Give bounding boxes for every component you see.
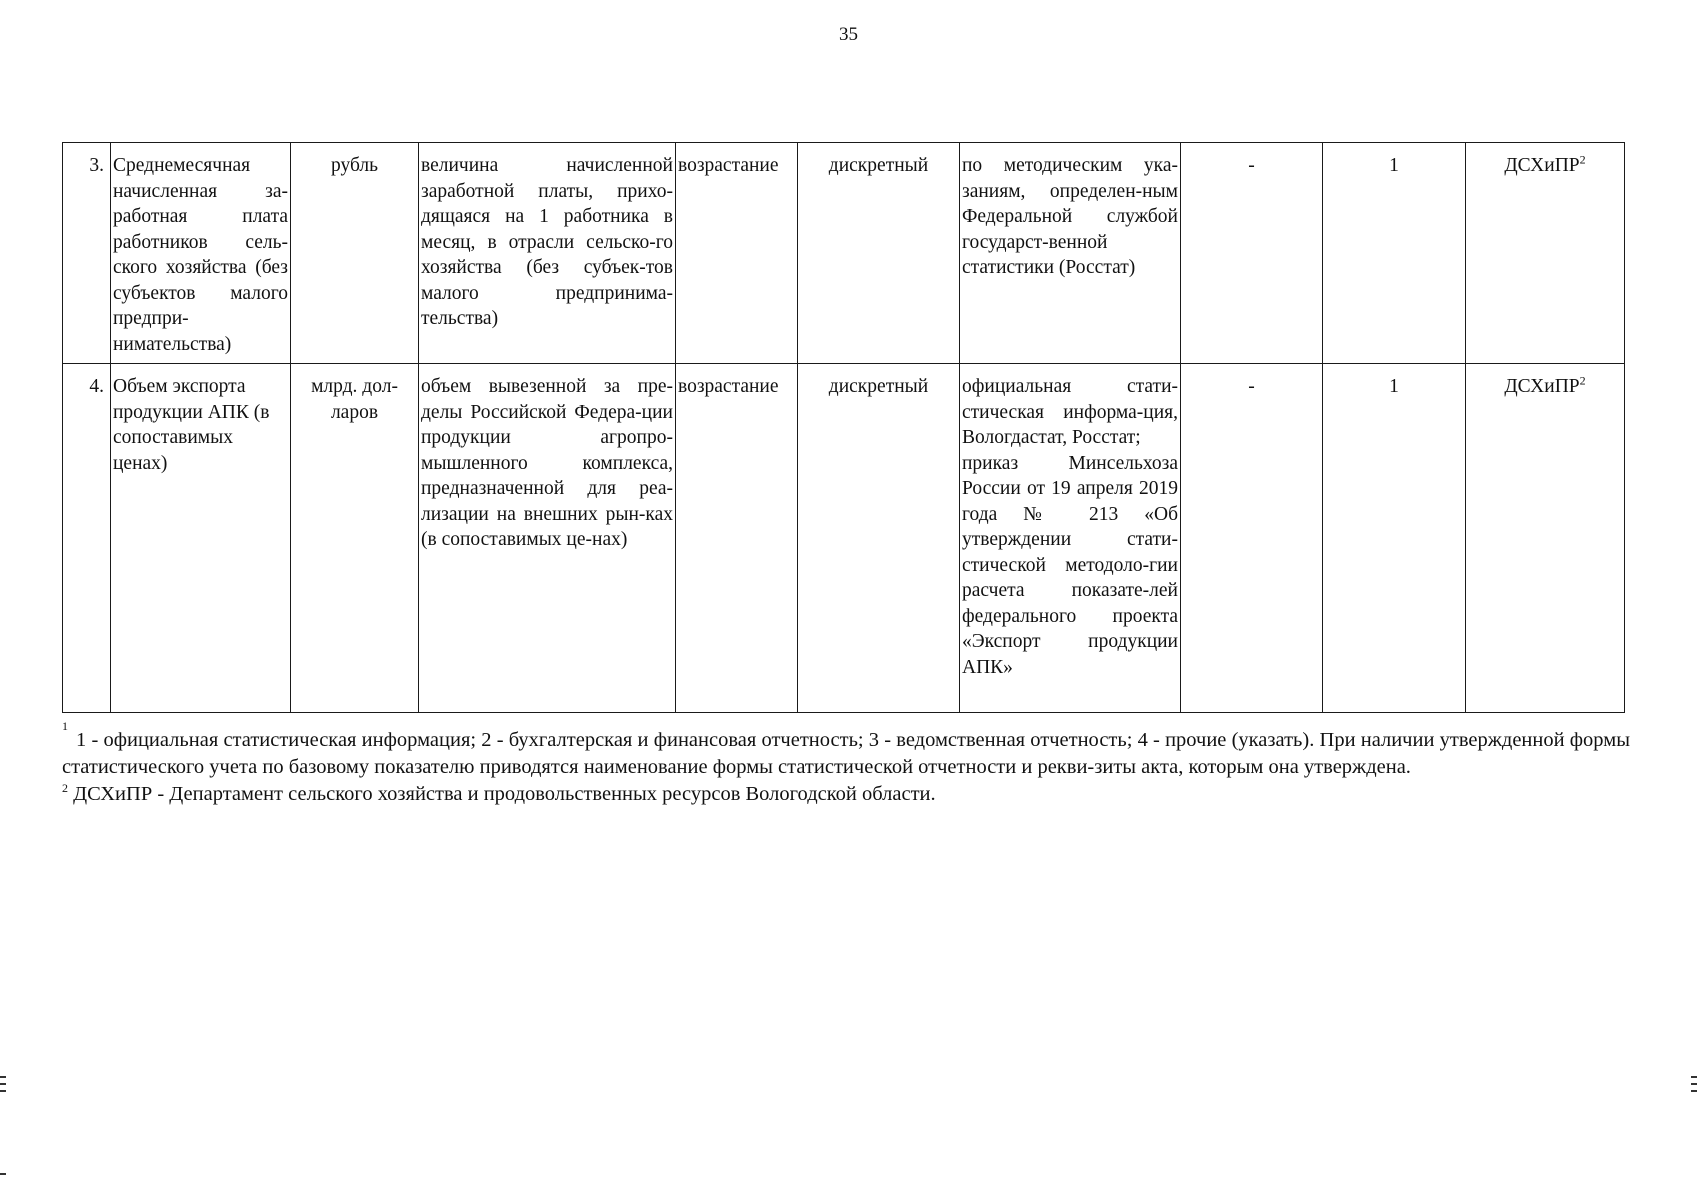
footnote-1-text: 1 - официальная статистическая информация; 2 - бухгалтерская и финансовая отчетность; 3 - ведомственная отчетность; 4 - прочие (указать). При наличии утвержденной формы статистического учета по базовому показателю приводятся наименование формы статистической отчетности и рекви-зиты акта, которым она утверждена. [62, 729, 1630, 778]
indicator-dynamics: возрастание [676, 364, 798, 713]
indicators-table [62, 142, 1625, 713]
unit-of-measure: рубль [291, 143, 419, 364]
method-part-2: приказ Минсельхоза России от 19 апреля 2019 года № 213 «Об утверждении стати-стической методоло-гии расчета показате-лей федерального проекта «Экспорт продукции АПК» [962, 452, 1178, 678]
indicator-dynamics: возрастание [676, 143, 798, 364]
indicator-definition: величина начисленной заработной платы, прихо-дящаяся на 1 работника в месяц, в отрасли сельско-го хозяйства (без субъек-тов малого предпринима-тельства) [419, 143, 676, 364]
indicator-name: Объем экспорта продукции АПК (в сопоставимых ценах) [111, 364, 291, 713]
footnote-ref: 2 [1579, 152, 1586, 167]
responsible-abbr: ДСХиПР [1504, 155, 1580, 176]
calculation-method: по методическим ука-заниям, определен-ным Федеральной службой государст-венной статистики (Росстат) [960, 143, 1181, 364]
footnote-1 [62, 719, 1630, 781]
base-indicator: - [1181, 143, 1323, 364]
responsible-body [1466, 364, 1625, 713]
row-number: 3. [63, 143, 111, 364]
indicator-definition: объем вывезенной за пре-делы Российской Федера-ции продукции агропро-мышленного комплекса, предназначенной для реа-лизации на внешних рын-ках (в сопоставимых це-нах) [419, 364, 676, 713]
footnote-2-marker: 2 [62, 781, 68, 796]
responsible-abbr: ДСХиПР [1504, 376, 1580, 397]
footnote-ref: 2 [1579, 373, 1586, 388]
footnote-2 [62, 781, 1630, 808]
scan-edge-mark [0, 1090, 6, 1092]
footnotes [62, 719, 1630, 808]
table-row [63, 364, 1625, 713]
unit-of-measure: млрд. дол-ларов [291, 364, 419, 713]
data-source-code: 1 [1323, 364, 1466, 713]
scan-edge-mark [1691, 1083, 1697, 1085]
calculation-method [960, 364, 1181, 713]
scan-edge-mark [0, 1083, 6, 1085]
responsible-body [1466, 143, 1625, 364]
table-row [63, 143, 1625, 364]
scan-edge-mark [1691, 1076, 1697, 1078]
data-source-code: 1 [1323, 143, 1466, 364]
scan-edge-mark [0, 1076, 6, 1078]
row-number: 4. [63, 364, 111, 713]
base-indicator: - [1181, 364, 1323, 713]
indicator-type: дискретный [798, 143, 960, 364]
footnote-1-marker: 1 [62, 719, 68, 734]
indicator-name: Среднемесячная начисленная за-работная плата работников сель-ского хозяйства (без субъектов малого предпри-нимательства) [111, 143, 291, 364]
method-part-1: официальная стати-стическая информа-ция, Вологдастат, Росстат; [962, 376, 1178, 448]
scan-edge-mark [0, 1173, 6, 1175]
indicator-type: дискретный [798, 364, 960, 713]
footnote-2-text: ДСХиПР - Департамент сельского хозяйства и продовольственных ресурсов Вологодской области. [73, 783, 936, 805]
page-number: 35 [839, 24, 858, 45]
scan-edge-mark [1691, 1090, 1697, 1092]
